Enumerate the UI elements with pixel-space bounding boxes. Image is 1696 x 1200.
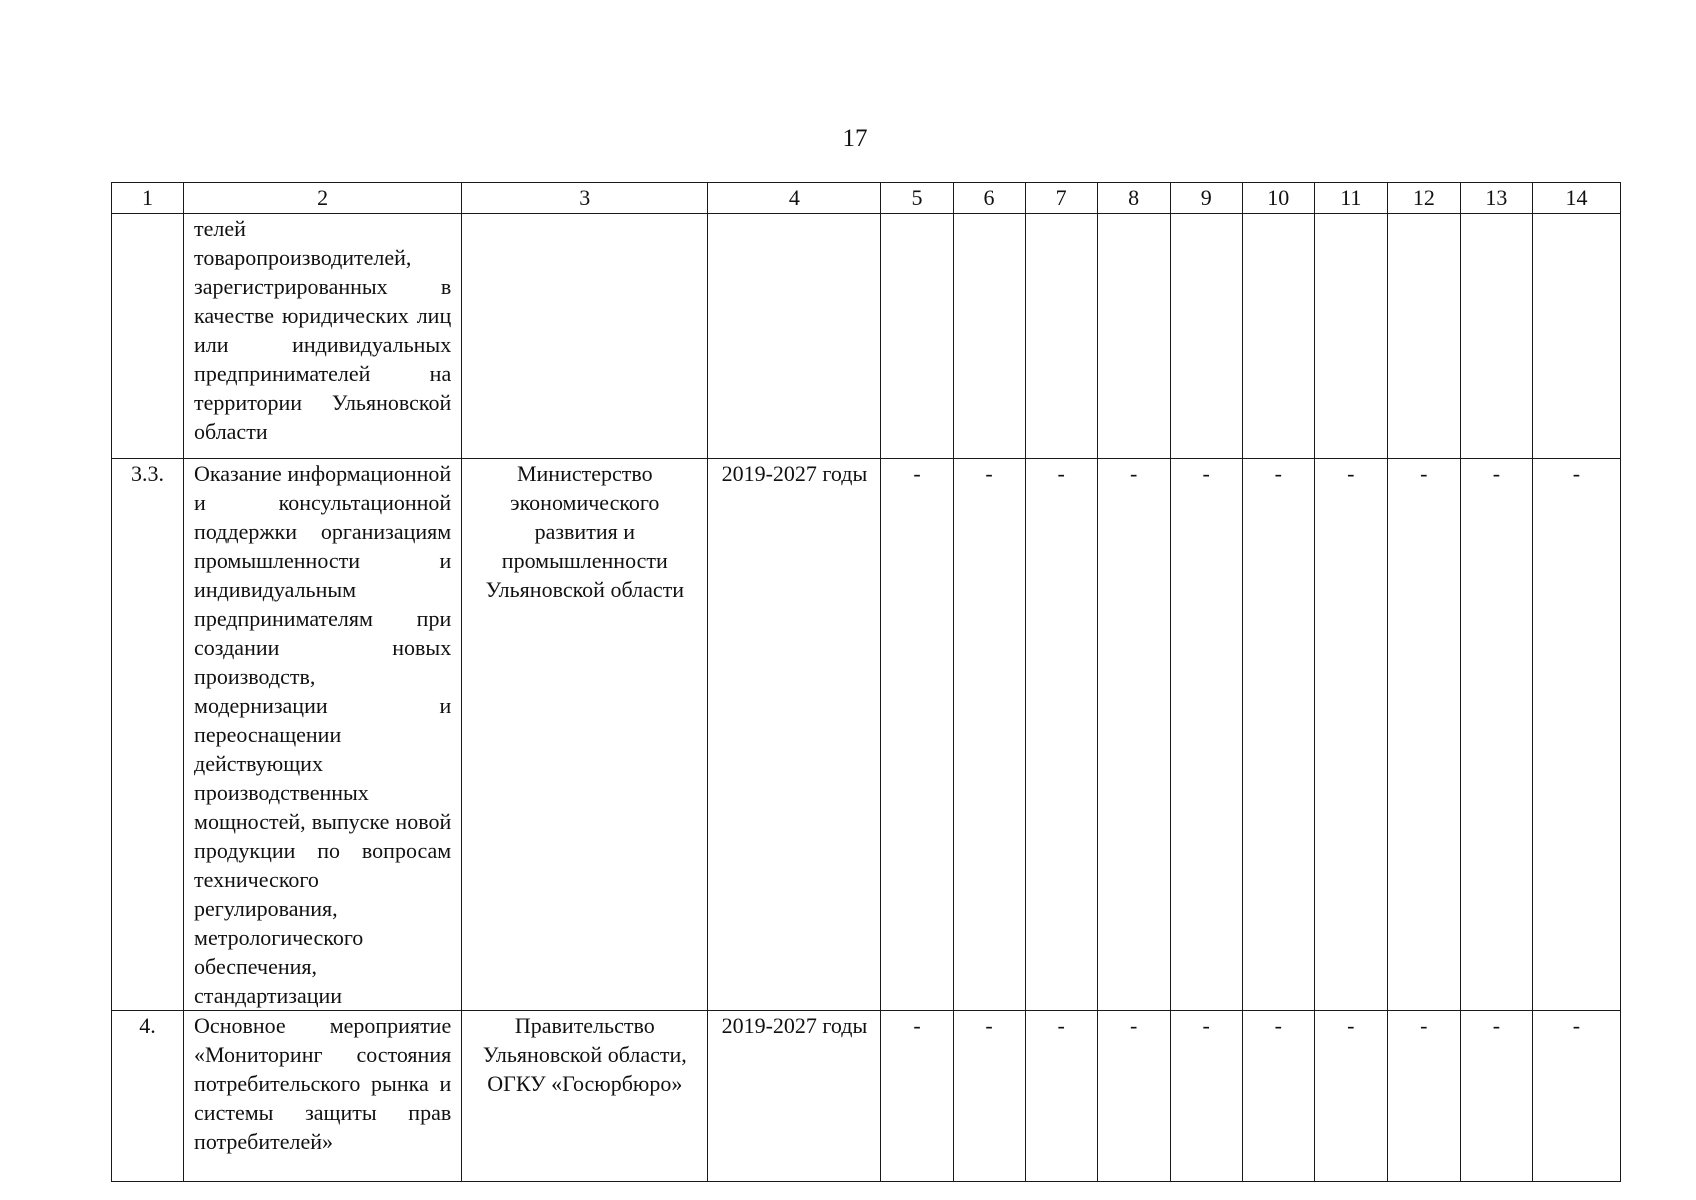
- row-number: [112, 214, 184, 459]
- column-header: 3: [462, 183, 708, 214]
- responsible-executor: Правительство Ульяновской области, ОГКУ «Госюрбюро»: [462, 1011, 708, 1182]
- implementation-term: 2019-2027 годы: [708, 459, 881, 1011]
- implementation-term: 2019-2027 годы: [708, 1011, 881, 1182]
- value-cell: -: [953, 1011, 1025, 1182]
- column-header: 9: [1170, 183, 1242, 214]
- table-row: [112, 1011, 1621, 1182]
- responsible-executor: Министерство экономического развития и промышленности Ульяновской области: [462, 459, 708, 1011]
- column-header: 2: [184, 183, 462, 214]
- value-cell: [1532, 214, 1620, 459]
- table-row: [112, 459, 1621, 1011]
- activity-description: Оказание информационной и консультационной поддержки организациям промышленности и индивидуальным предпринимателям при создании новых производств, модернизации и переоснащении действующих производственных мощностей, выпуске новой продукции по вопросам технического регулирования, метрологического обеспечения, стандартизации: [184, 459, 462, 1011]
- column-header: 1: [112, 183, 184, 214]
- value-cell: -: [1097, 459, 1170, 1011]
- value-cell: -: [1532, 1011, 1620, 1182]
- column-header: 5: [881, 183, 953, 214]
- value-cell: -: [1532, 459, 1620, 1011]
- table-row: [112, 214, 1621, 459]
- value-cell: [881, 214, 953, 459]
- column-header: 12: [1387, 183, 1460, 214]
- column-header: 7: [1025, 183, 1097, 214]
- value-cell: [1170, 214, 1242, 459]
- value-cell: [1025, 214, 1097, 459]
- value-cell: -: [1242, 1011, 1314, 1182]
- value-cell: -: [1170, 1011, 1242, 1182]
- value-cell: -: [1025, 459, 1097, 1011]
- value-cell: [953, 214, 1025, 459]
- value-cell: [1097, 214, 1170, 459]
- column-header: 10: [1242, 183, 1314, 214]
- value-cell: -: [1314, 1011, 1387, 1182]
- column-header: 6: [953, 183, 1025, 214]
- value-cell: -: [1242, 459, 1314, 1011]
- value-cell: [1387, 214, 1460, 459]
- value-cell: -: [953, 459, 1025, 1011]
- column-header: 13: [1460, 183, 1532, 214]
- responsible-executor: [462, 214, 708, 459]
- value-cell: [1314, 214, 1387, 459]
- value-cell: -: [881, 459, 953, 1011]
- value-cell: [1460, 214, 1532, 459]
- implementation-term: [708, 214, 881, 459]
- row-number: 4.: [112, 1011, 184, 1182]
- program-activities-table: [111, 182, 1621, 1182]
- value-cell: -: [881, 1011, 953, 1182]
- page-number: 17: [842, 125, 868, 152]
- column-header: 14: [1532, 183, 1620, 214]
- row-number: 3.3.: [112, 459, 184, 1011]
- value-cell: -: [1387, 1011, 1460, 1182]
- value-cell: -: [1097, 1011, 1170, 1182]
- activity-description: Основное мероприятие «Мониторинг состояния потребительского рынка и системы защиты прав потребителей»: [184, 1011, 462, 1182]
- value-cell: [1242, 214, 1314, 459]
- table-header-row: [112, 183, 1621, 214]
- value-cell: -: [1025, 1011, 1097, 1182]
- value-cell: -: [1314, 459, 1387, 1011]
- column-header: 8: [1097, 183, 1170, 214]
- activity-description: телей товаропроизводителей, зарегистрированных в качестве юридических лиц или индивидуальных предпринимателей на территории Ульяновской области: [184, 214, 462, 459]
- value-cell: -: [1387, 459, 1460, 1011]
- value-cell: -: [1460, 459, 1532, 1011]
- value-cell: -: [1460, 1011, 1532, 1182]
- value-cell: -: [1170, 459, 1242, 1011]
- column-header: 11: [1314, 183, 1387, 214]
- column-header: 4: [708, 183, 881, 214]
